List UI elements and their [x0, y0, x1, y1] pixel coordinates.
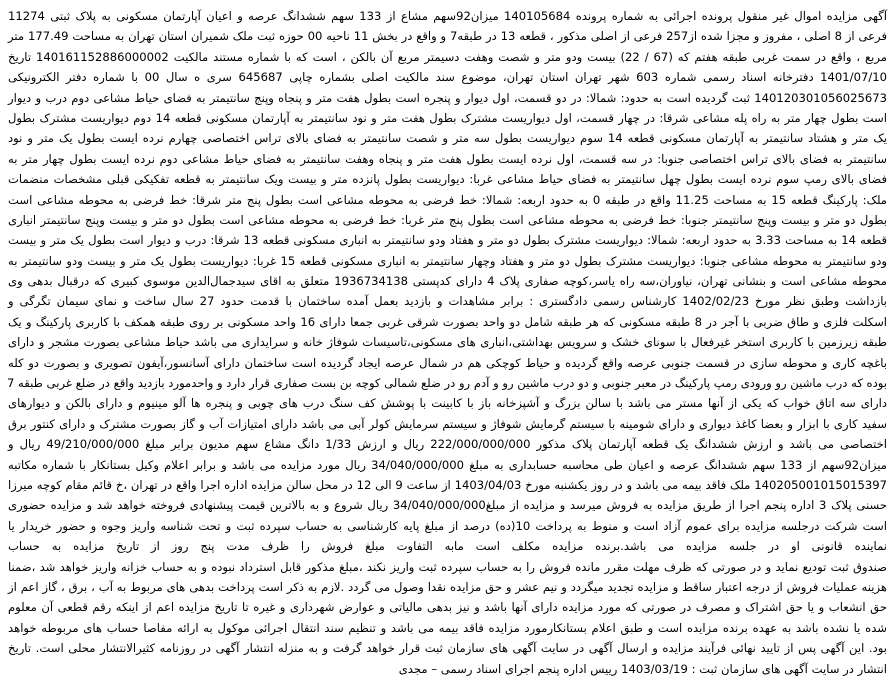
notice-line: یک متر و هشتاد سانتیمتر به آپارتمان مسکونی قطعه 14 سوم دیواریست بطول سه متر و شصت سانتیمتر به فضای بالای تراس اختصاصی چهارم نرده ایست بطول یک متر و نود: [8, 131, 888, 146]
notice-line: میزان92سهم از 133 سهم ششدانگ عرصه و اعیان طی محاسبه حسابداری به مبلغ 34/040/000/000 ریال مورد مزایده می باشد و برابر اعلام وکیل بستانکار با شماره مکاتبه: [8, 457, 887, 472]
notice-line: مربع ، واقع در سمت غربی طبقه هفتم که (67 / 22) بیست ودو متر و شصت وهفت دسیمتر مربع آن بالکن ، است که با شماره مستند مالکیت 140161152886000002 تاریخ: [8, 49, 888, 64]
notice-line: هزینه عملیات فروش از درجه اعتبار ساقط و مزایده تجدید میگردد و نیم عشر و حق مزایده نقدا وصول می گردد .لازم به ذکر است پرداخت بدهی های مربوط به آب ، برق ، گاز اعم از: [8, 579, 887, 594]
notice-line: شده یا نشده باشد به عهده برنده مزایده است و طبق اعلام بستانکارمورد مزایده فاقد بیمه می باشد و تنظیم سند انتقال اجرائی موکول به ارائه مفاصا حساب های مربوطه خواهد: [8, 620, 887, 635]
notice-line: 140205001015015397 ملک فاقد بیمه می باشد و در روز یکشنبه مورخ 1403/04/03 از ساعت 9 الی 12 در محل سالن مزایده اداره اجرا واقع در تهران ،خ قائم مقام کوچه میرزا: [8, 477, 887, 492]
notice-line: طبقه زیرزمین با کاربری استخر غیرفعال با سونای خشک و سرویس بهداشتی،انباری های مسکونی،تاسیسات شوفاژ خانه و سرایداری می باشد حیاط مشاعی بصورت مشجر و دارای: [8, 335, 887, 350]
notice-line: است شرکت درجلسه مزایده برای عموم آزاد است و منوط به پرداخت 10(ده) درصد از مبلغ پایه کارشناسی به حساب سپرده ثبت و تحت شناسه واریز وجوه و حضور خریدار یا: [8, 518, 887, 533]
notice-line: ملک: پارکینگ قطعه 15 به مساحت 11.25 واقع در طبقه 0 به حدود اربعه: شمالا: خط فرضی به محوطه مشاعی است بطول پنج متر شرقا: خط فرضی به محوطه مشاعی است: [8, 192, 888, 207]
notice-line: اختصاصی می باشد و ارزش ششدانگ یک قطعه آپارتمان پلاک مذکور 222/000/000/000 ریال و ارزش 1/33 دانگ مشاع سهم مدیون برابر مبلغ 49/210/000/000 ریال و: [8, 437, 887, 452]
notice-line: 1401/07/10 دفترخانه اسناد رسمی شماره 603 شهر تهران استان تهران، موضوع سند مالکیت اصلی بشماره چاپی 645687 سری ه سال 00 با شماره دفتر الکترونیکی: [8, 70, 887, 85]
notice-line: فضای بالای رمپ سوم نرده ایست بطول چهل سانتیمتر به فضای حیاط مشاعی غربا: دیواریست بطول پانزده متر و بیست ویک سانتیمتر به قطعه تفکیکی قبلی مشخصات منضمات: [8, 172, 887, 187]
notice-line: حسنی پلاک 3 اداره پنجم اجرا از طریق مزایده به فروش میرسد و مزایده از مبلغ34/040/000/000 ریال شروع و به بالاترین قیمت پیشنهادی فروخته خواهد شد و مزایده حضوری: [8, 498, 887, 513]
notice-line: ودو سانتیمتر به محوطه مشاعی جنوبا: دیواریست مشترک بطول دو متر و هفتاد وچهار سانتیمتر به انباری مسکونی قطعه 15 غربا: دیواریست بطول یک متر و بیست ودو سانتیمتر به: [8, 253, 887, 268]
notice-line: حق انشعاب و یا حق اشتراک و مصرف در صورتی که مورد مزایده دارای آنها باشد و نیز بدهی مالیاتی و عوارض شهرداری و غیره تا تاریخ مزایده اعم از اینکه رقم قطعی آن معلوم: [8, 600, 887, 615]
notice-line: قطعه 14 به مساحت 3.33 به حدود اربعه: شمالا: دیواریست مشترک بطول دو متر و هفتاد ودو سانتیمتر به انباری مسکونی قطعه 13 شرقا: درب و دیوار است بطول یک متر و بیست: [8, 233, 888, 248]
notice-line: سفید کاری با ابزار و بعضا کاغذ دیواری و دارای شومینه با سیستم گرمایش شوفاژ و سیستم سرمایش کولر آبی می باشد دارای امتیازات آب و گاز بصورت مشترک و دارای کنتور برق: [8, 416, 887, 431]
notice-line: بود. این آگهی پس از تایید نهائی فرآیند مزایده و ارسال آگهی در سایت آگهی های سازمان ثبت قرار خواهد گرفت و به منزله انتشار آگهی در روزنامه کثیرالانتشار محلی است. تاریخ: [8, 641, 887, 656]
notice-line: صندوق ثبت تودیع نماید و در صورتی که ظرف مهلت مقرر مانده فروش را به حساب سپرده ثبت واریز نکند ،مبلغ مذکور قابل استرداد نبوده و به حساب خزانه واریز خواهد شد ،ضمنا: [8, 559, 887, 574]
notice-line: نماینده قانونی او در جلسه مزایده می باشد.برنده مزایده مکلف است مابه التفاوت مبلغ فروش را ظرف مدت پنج روز از تاریخ مزایده به حساب: [8, 539, 887, 554]
notice-line: بوده که درب ماشین رو ورودی رمپ پارکینگ در معبر جنوبی و دو درب ماشین رو و آدم رو در ضلع شمالی کوچه بن بست صفاری قرار دارد و واحدمورد بازدید واقع در ضلع غربی طبقه 7: [6, 376, 887, 391]
notice-line: دارای سه اتاق خواب که یکی از آنها مستر می باشد با سالن بزرگ و آشپزخانه باز با کابینت با پوشش کف سنگ درب های چوبی و پنجره ها آلو مینیوم و دارای بالکن و دیوارهای: [8, 396, 887, 411]
notice-line: 140120301056025673 ثبت گردیده است به حدود: شمالا: در دو قسمت، اول دیوار و پنجره است بطول هفت متر و پنجاه وپنج سانتیمتر به فضای حیاط مشاعی دوم درب و دیوار: [8, 90, 887, 105]
notice-line: است بطول چهار متر به راه پله مشاعی شرقا: در چهار قسمت، اول دیواریست مشترک بطول هفت متر و نود سانتیمتر به آپارتمان مسکونی قطعه 14 دوم دیواریست مشترک بطول: [8, 110, 887, 125]
notice-line: آگهی مزایده اموال غیر منقول پرونده اجرائی به شماره پرونده 140105684 میزان92سهم مشاع از 133 سهم ششدانگ عرصه و اعیان آپارتمان مسکونی به پلاک ثبتی 11274: [8, 9, 887, 23]
notice-line: اسکلت فلزی و طاق ضربی با آجر در 8 طبقه مسکونی که هر طبقه شامل دو واحد بصورت شرقی غربی جمعا دارای 16 واحد مسکونی بر روی طبقه همکف با کاربری پارکینگ و یک: [8, 314, 888, 329]
notice-line: فرعی از 8 اصلی ، مفروز و مجزا شده از257 فرعی از اصلی مذکور ، قطعه 13 در طبقه7 و واقع در بخش 11 ناحیه 00 حوزه ثبت ملک شمیران استان تهران به مساحت 177.49 متر: [8, 29, 887, 44]
notice-line: بازداشت وطبق نظر مورخ 1402/02/23 کارشناس رسمی دادگستری : برابر مشاهدات و بازدید بعمل آمده ساختمان با قدمت حدود 27 سال ساخت و نمای سیمان تگرگی و: [8, 294, 887, 309]
notice-line: بطول دو متر و بیست وپنج سانتیمتر جنوبا: خط فرضی به محوطه مشاعی است بطول پنج متر غربا: خط فرضی به محوطه مشاعی است بطول دو متر و بیست وپنج سانتیمتر انباری: [8, 212, 887, 227]
notice-footer-line: انتشار در سایت آگهی های سازمان ثبت : 1403/03/19 رییس اداره پنجم اجرای اسناد رسمی – مجدی: [398, 661, 887, 676]
notice-line: سانتیمتر به فضای بالای تراس اختصاصی جنوبا: در سه قسمت، اول نرده ایست بطول هفت متر و پنجاه وهفت سانتیمتر به فضای حیاط مشاعی دوم نرده ایست بطول چهار متر به: [8, 151, 887, 166]
notice-line: محوطه مشاعی است و بنشانی تهران، نیاوران،سه راه یاسر،کوچه صفاری پلاک 4 دارای کدپستی 1936734138 متعلق به اقای سیدجمال‌الدین موسوی کبیری که درقبال بدهی وی: [8, 274, 887, 289]
notice-line: باغچه کاری و محوطه سازی در قسمت جنوبی عرصه واقع گردیده و حیاط کوچکی هم در شمال عرصه ایجاد گردیده است ساختمان دارای آسانسور،آیفون تصویری و بصورت دو کله: [8, 355, 887, 370]
